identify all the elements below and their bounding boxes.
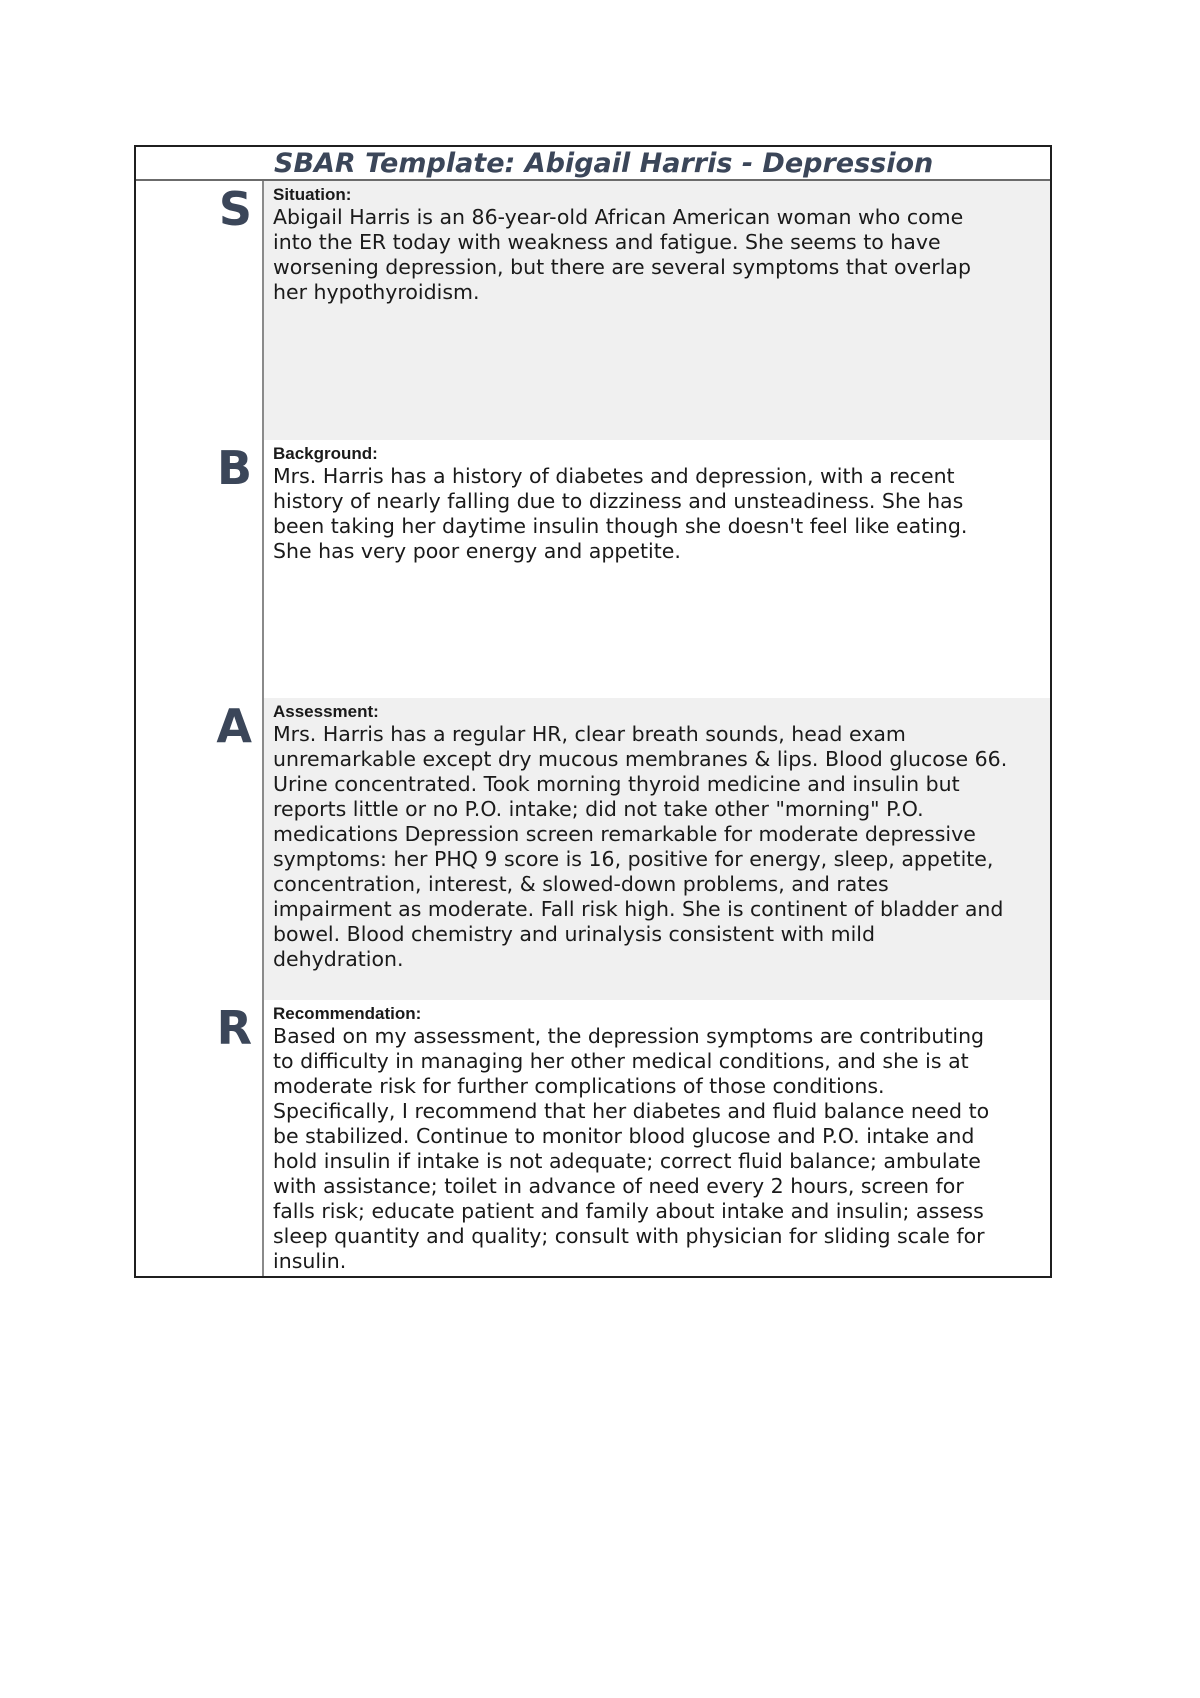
document-title: SBAR Template: Abigail Harris - Depression — [274, 148, 934, 179]
section-situation — [136, 181, 1050, 440]
section-label-assessment: Assessment: — [273, 702, 379, 721]
sbar-table — [134, 145, 1052, 1278]
content-cell-assessment — [264, 698, 1050, 1000]
section-letter-b: B — [216, 441, 252, 495]
section-letter-a: A — [216, 699, 252, 753]
content-cell-situation — [264, 181, 1050, 440]
section-letter-r: R — [216, 1001, 252, 1055]
letter-cell-r — [136, 1000, 264, 1276]
section-text-recommendation: Based on my assessment, the depression symptoms are contributing to difficulty in managing her other medical conditions, and she is at moderate risk for further complications of those conditions. Specifically, I recommend that her diabetes and fluid balance need to be stabilized. Continue to monitor blood glucose and P.O. intake and hold insulin if intake is not adequate; correct fluid balance; ambulate with assistance; toilet in advance of need every 2 hours, screen for falls risk; educate patient and family about intake and insulin; assess sleep quantity and quality; consult with physician for sliding scale for insulin. — [273, 1024, 990, 1273]
section-text-situation: Abigail Harris is an 86-year-old African American woman who come into the ER today with weakness and fatigue. She seems to have worsening depression, but there are several symptoms that overlap her hypothyroidism. — [273, 205, 971, 304]
section-recommendation — [136, 1000, 1050, 1276]
letter-cell-b — [136, 440, 264, 698]
section-letter-s: S — [218, 182, 252, 236]
section-label-background: Background: — [273, 444, 378, 463]
letter-cell-a — [136, 698, 264, 1000]
section-background — [136, 440, 1050, 698]
content-cell-background — [264, 440, 1050, 698]
section-label-situation: Situation: — [273, 185, 352, 204]
letter-cell-s — [136, 181, 264, 440]
content-cell-recommendation — [264, 1000, 1050, 1276]
section-text-background: Mrs. Harris has a history of diabetes and depression, with a recent history of nearly falling due to dizziness and unsteadiness. She has been taking her daytime insulin though she doesn't feel like eating. She has very poor energy and appetite. — [273, 464, 968, 563]
section-label-recommendation: Recommendation: — [273, 1004, 422, 1023]
section-text-assessment: Mrs. Harris has a regular HR, clear breath sounds, head exam unremarkable except dry mucous membranes & lips. Blood glucose 66. Urine concentrated. Took morning thyroid medicine and insulin but reports little or no P.O. intake; did not take other "morning" P.O. medications Depression screen remarkable for moderate depressive symptoms: her PHQ 9 score is 16, positive for energy, sleep, appetite, concentration, interest, & slowed-down problems, and rates impairment as moderate. Fall risk high. She is continent of bladder and bowel. Blood chemistry and urinalysis consistent with mild dehydration. — [273, 722, 1008, 971]
title-row — [136, 147, 1050, 181]
section-assessment — [136, 698, 1050, 1000]
